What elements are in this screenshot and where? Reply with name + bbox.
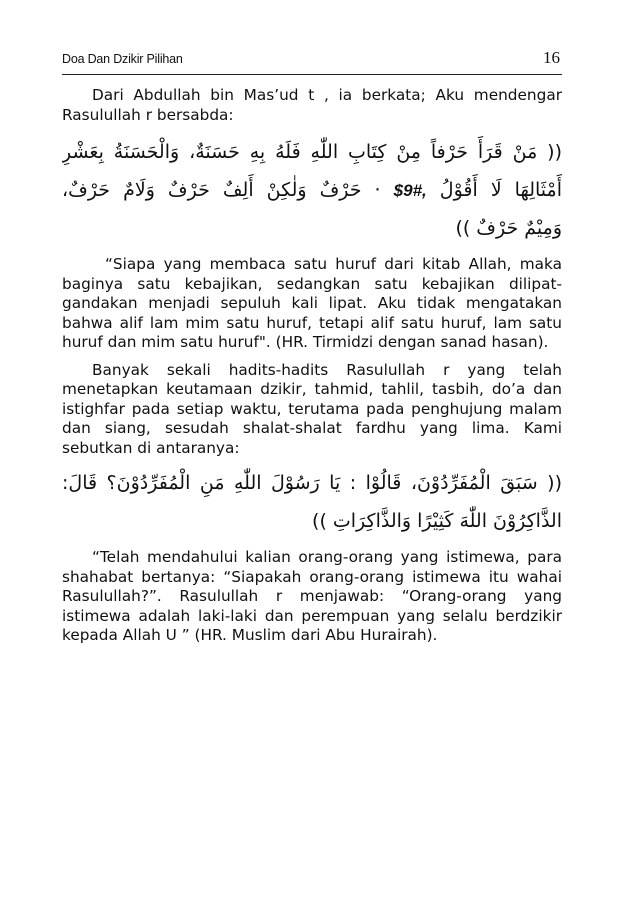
hadith-2-arabic bbox=[62, 464, 562, 540]
hadith-1-arabic-line-2 bbox=[62, 171, 562, 209]
hadith-1-arabic bbox=[62, 133, 562, 247]
hadith-1-arabic-line-2-end: · حَرْفٌ وَلٰكِنْ أَلِفٌ حَرْفٌ وَلَامٌ حَرْفٌ، bbox=[62, 179, 381, 201]
hadith-1-arabic-line-3: وَمِيْمٌ حَرْفٌ )) bbox=[455, 217, 562, 239]
hadith-2-arabic-line-2: الذَّاكِرُوْنَ اللّٰهَ كَثِيْرًا وَالذَّاكِرَاتِ )) bbox=[312, 510, 562, 532]
translation-2: “Telah mendahului kalian orang-orang yang istimewa, para shahabat bertanya: “Siapakah orang-orang istimewa itu wahai Rasulullah?”. Rasulullah r menjawab: “Orang-orang yang istimewa adalah laki-laki dan perempuan yang selalu berdzikir kepada Allah U ” (HR. Muslim dari Abu Hurairah). bbox=[62, 548, 562, 644]
book-title: Doa Dan Dzikir Pilihan bbox=[62, 52, 183, 66]
garbled-glyphs: $9#, bbox=[393, 181, 427, 200]
translation-1: “Siapa yang membaca satu huruf dari kitab Allah, maka baginya satu kebajikan, sedangkan satu kebajikan dilipat-gandakan menjadi sepuluh kali lipat. Aku tidak mengatakan bahwa alif lam mim satu huruf, tetapi alif satu huruf, lam satu huruf dan mim satu huruf". (HR. Tirmidzi dengan sanad hasan). bbox=[62, 255, 562, 351]
page-body bbox=[62, 86, 562, 646]
intro-paragraph: Dari Abdullah bin Mas’ud t , ia berkata; Aku mendengar Rasulullah r bersabda: bbox=[62, 86, 562, 124]
hadith-2-arabic-line-1: (( سَبَقَ الْمُفَرِّدُوْنَ، قَالُوْا : يَا رَسُوْلَ اللّٰهِ مَنِ الْمُفَرِّدُوْنَ؟ قَالَ: bbox=[62, 472, 562, 494]
page-number: 16 bbox=[543, 48, 560, 67]
paragraph-2: Banyak sekali hadits-hadits Rasulullah r yang telah menetapkan keutamaan dzikir, tahmid, tahlil, tasbih, do’a dan istighfar pada setiap waktu, terutama pada penghujung malam dan siang, sesudah shalat-shalat fardhu yang lima. Kami sebutkan di antaranya: bbox=[62, 360, 562, 457]
page-header bbox=[62, 48, 562, 75]
hadith-1-arabic-line-1: (( مَنْ قَرَأَ حَرْفاً مِنْ كِتَابِ اللّٰهِ فَلَهُ بِهِ حَسَنَةٌ، وَالْحَسَنَةُ بِعَشْرِ bbox=[62, 141, 562, 163]
hadith-1-arabic-line-2-start: أَمْثَالِهَا لَا أَقُوْلُ bbox=[439, 179, 562, 201]
